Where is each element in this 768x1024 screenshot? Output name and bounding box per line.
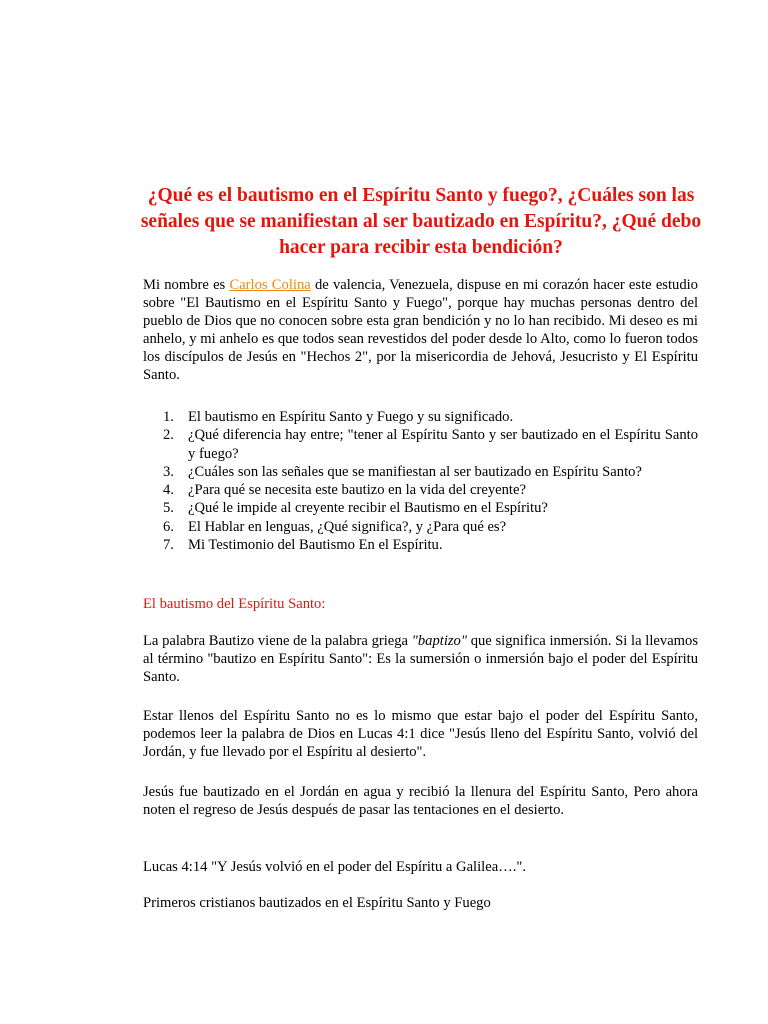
question-number: 6. bbox=[163, 518, 174, 535]
question-number: 5. bbox=[163, 500, 174, 517]
paragraph-lleno: Estar llenos del Espíritu Santo no es lo mismo que estar bajo el poder del Espíritu Santo, podemos leer la palabra de Dios en Lucas 4:1 dice "Jesús lleno del Espíritu Santo, volvió del Jordán, y fue llevado por el Espíritu al desierto". bbox=[143, 708, 698, 760]
paragraph-baptizo-rest: que significa inmersión. Si la llevamos al término "bautizo en Espíritu Santo": Es la sumersión o inmersión bajo el poder del Espíritu Santo. bbox=[143, 633, 698, 685]
intro-paragraph bbox=[143, 276, 698, 384]
question-item bbox=[143, 536, 698, 554]
question-number: 1. bbox=[163, 409, 174, 425]
paragraph-lucas: Lucas 4:14 "Y Jesús volvió en el poder del Espíritu a Galilea….". bbox=[143, 859, 527, 875]
question-number: 4. bbox=[163, 482, 174, 499]
question-text: ¿Cuáles son las señales que se manifiestan al ser bautizado en Espíritu Santo? bbox=[188, 463, 642, 480]
paragraph-primeros: Primeros cristianos bautizados en el Espíritu Santo y Fuego bbox=[143, 895, 491, 911]
section-heading: El bautismo del Espíritu Santo: bbox=[143, 596, 326, 612]
question-item bbox=[143, 463, 698, 481]
question-text: Mi Testimonio del Bautismo En el Espíritu. bbox=[188, 537, 443, 554]
question-item bbox=[143, 408, 698, 426]
question-item bbox=[143, 518, 698, 536]
question-list bbox=[143, 408, 698, 554]
intro-text-rest: de valencia, Venezuela, dispuse en mi corazón hacer este estudio sobre "El Bautismo en el Espíritu Santo y Fuego", porque hay muchas personas dentro del pueblo de Dios que no conocen sobre esta gran bendición y no lo han recibido. Mi deseo es mi anhelo, y mi anhelo es que todos sean revestidos del poder desde lo Alto, como lo fueron todos los discípulos de Jesús en "Hechos 2", por la misericordia de Jehová, Jesucristo y El Espíritu Santo. bbox=[143, 277, 698, 383]
question-text: El Hablar en lenguas, ¿Qué significa?, y ¿Para qué es? bbox=[188, 518, 507, 535]
paragraph-baptizo bbox=[143, 632, 698, 686]
intro-text-start: Mi nombre es bbox=[143, 277, 230, 293]
question-text: ¿Qué le impide al creyente recibir el Bautismo en el Espíritu? bbox=[188, 500, 548, 517]
paragraph-baptizo-start: La palabra Bautizo viene de la palabra griega bbox=[143, 633, 412, 649]
question-text: ¿Qué diferencia hay entre; "tener al Espíritu Santo y ser bautizado en el Espíritu Santo y fuego? bbox=[188, 427, 698, 462]
question-number: 3. bbox=[163, 463, 174, 480]
author-link[interactable]: Carlos Colina bbox=[229, 277, 311, 293]
paragraph-jordan: Jesús fue bautizado en el Jordán en agua y recibió la llenura del Espíritu Santo, Pero ahora noten el regreso de Jesús después de pasar las tentaciones en el desierto. bbox=[143, 784, 698, 818]
question-number: 7. bbox=[163, 537, 174, 554]
document-title: ¿Qué es el bautismo en el Espíritu Santo y fuego?, ¿Cuáles son las señales que se manifiestan al ser bautizado en Espíritu?, ¿Qué debo hacer para recibir esta bendición? bbox=[140, 185, 702, 258]
question-item bbox=[143, 481, 698, 499]
greek-term: "baptizo" bbox=[411, 633, 467, 649]
question-text: El bautismo en Espíritu Santo y Fuego y su significado. bbox=[188, 409, 514, 425]
question-item bbox=[143, 426, 698, 463]
question-item bbox=[143, 499, 698, 517]
question-number: 2. bbox=[163, 427, 174, 444]
question-text: ¿Para qué se necesita este bautizo en la vida del creyente? bbox=[188, 482, 526, 499]
